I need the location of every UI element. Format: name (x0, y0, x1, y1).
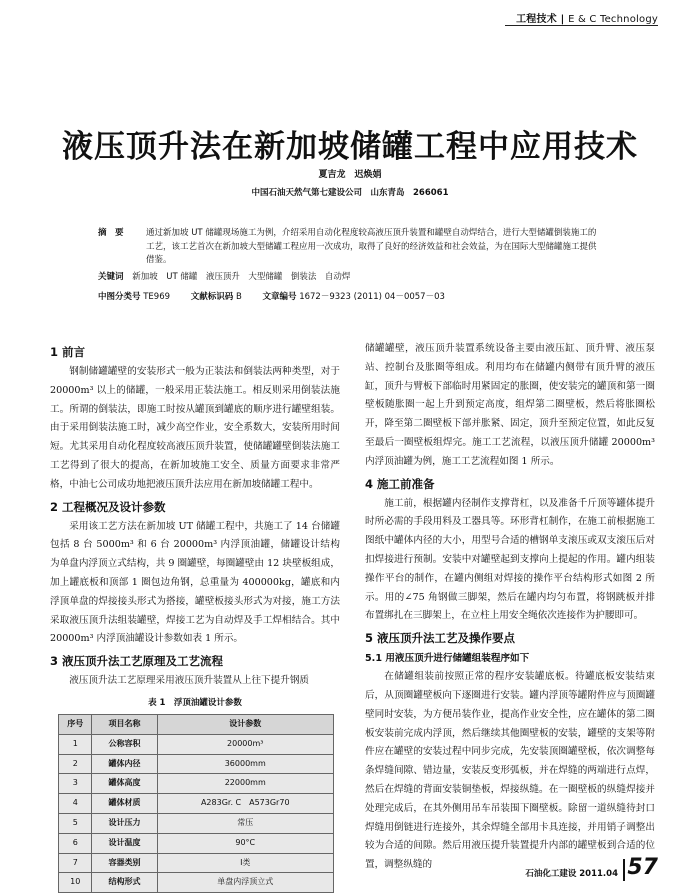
section-3-heading: 3 液压顶升法工艺原理及工艺流程 (50, 654, 224, 669)
page-number: 57 (627, 855, 658, 880)
affiliation: 中国石油天然气第七建设公司 山东青岛 266061 (251, 188, 449, 198)
header-text (516, 10, 658, 25)
section-1-paragraph: 钢制储罐罐壁的安装形式一般为正装法和倒装法两种类型，对于 20000m³ 以上的储罐，一般采用正装法施工。相反则采用倒装法施工。所谓的倒装法，即施工时按从罐顶到罐底的顺序进行罐壁组装。由于采用倒装法施工时，减少高空作业，安全系数大，安装所用时间短。尤其采用自动化程度较高液压顶升装置，使储罐罐壁倒装法施工工艺得到了很大的提高，在新加坡施工安全、质量方面要求非常严格，中油七公司成功地把液压顶升法应用在新加坡储罐工程中。 (50, 366, 340, 490)
section-5-1-paragraph: 在储罐组装前按照正常的程序安装罐底板。待罐底板安装结束后，从顶圈罐壁板向下逐圈进行安装。罐内浮顶等罐附件应与顶圈罐壁同时安装，为方便吊装作业，提高作业安全性，应在罐体的第二圈板安装前完成内浮顶，然后继续其他圈壁板的安装，罐壁的支架等附件应在罐壁的安装过程中同步完成，先安装顶圈罐壁板，依次调整每条焊缝间隙、错边量，安装反变形弧板，并在焊缝的两端进行点焊，然后在焊缝的背面安装铜垫板，焊接纵缝。在一圈壁板的纵缝焊接并处理完成后，在其外侧用吊车吊装围下圈壁板。除留一道纵缝待封口焊缝用倒链进行连接外，其余焊缝全部用卡具连接，并用销子调整出较为合适的间隙。然后用液压提升装置提升内部的罐壁板到合适的位置，调整纵缝的 (365, 671, 655, 871)
abstract-block (98, 227, 600, 268)
table-cell: 结构形式 (92, 873, 157, 893)
section-4-heading: 4 施工前准备 (365, 476, 435, 491)
table-cell: 90°C (157, 833, 334, 853)
table-row (59, 873, 334, 893)
design-parameters-table (58, 714, 334, 893)
table-caption: 表 1 浮顶油罐设计参数 (148, 697, 242, 708)
table-row (59, 754, 334, 774)
table-row (59, 794, 334, 814)
section-4-paragraph: 施工前，根据罐内径制作支撑背杠，以及准备千斤顶等罐体提升时所必需的手段用料及工器具等。环形背杠制作，在施工前根据施工图纸中罐体内径的大小，用型号合适的槽钢单支滚压或双支滚压后对扣焊接进行预制。安装中对罐壁起到支撑向上提起的作用。罐内组装操作平台的制作，在罐内侧组对焊接的操作平台结构形式如图 2 所示。用的∠75 角钢做三脚架，然后在罐内均匀布置，将钢跳板并排布置绑扎在三脚架上，在立柱上用安全绳依次连接作为护腰即可。 (365, 497, 655, 622)
footer-divider (623, 859, 625, 881)
table-row (59, 813, 334, 833)
right-column (365, 340, 655, 875)
table-cell: 10 (59, 873, 92, 893)
table-header-cell: 项目名称 (92, 714, 157, 734)
table-cell: 公称容积 (92, 734, 157, 754)
table-row (59, 833, 334, 853)
header-rule (505, 25, 658, 26)
section-1-heading: 1 前言 (50, 345, 86, 359)
table-cell: 容器类别 (92, 853, 157, 873)
table-cell: 常压 (157, 813, 334, 833)
table-cell: 7 (59, 853, 92, 873)
abstract-text: 通过新加坡 UT 储罐现场施工为例，介绍采用自动化程度较高液压顶升装置和罐壁自动焊结合，进行大型储罐倒装施工的工艺，该工艺首次在新加坡大型储罐工程应用一次成功，取得了良好的经济效益和社会效益，为在国际大型储罐施工提供借鉴。 (146, 228, 597, 265)
section-2-heading: 2 工程概况及设计参数 (50, 499, 166, 514)
section-3-continued-paragraph: 储罐罐壁，液压顶升装置系统设备主要由液压缸、顶升臂、液压泵站、控制台及胀圈等组成。利用均布在储罐内侧带有顶升臂的液压缸，顶升与臂板下部临时用紧固定的胀圈，使安装完的罐顶和第一圈壁板随胀圈一起上升到预定高度，组焊第二圈壁板，然后将胀圈松开，降至第二圈壁板下部并胀紧、固定，顶升至预定位置，如此反复至最后一圈壁板组焊完。施工工艺流程，以液压顶升储罐 20000m³ 内浮顶油罐为例，施工工艺流程如图 1 所示。 (365, 343, 655, 467)
article-title: 液压顶升法在新加坡储罐工程中应用技术 (62, 129, 638, 165)
header-section-cn: 工程技术 (516, 14, 557, 25)
doc-code-value: B (235, 292, 242, 302)
clc-value: TE969 (143, 292, 171, 302)
table-cell: Ⅰ类 (157, 853, 334, 873)
keywords: 新加坡 UT 储罐 液压顶升 大型储罐 倒装法 自动焊 (132, 272, 351, 282)
table-cell: A283Gr. C A573Gr70 (157, 794, 334, 814)
table-cell: 4 (59, 794, 92, 814)
article-id-label: 文章编号 (262, 292, 297, 302)
journal-issue: 石油化工建设 2011.04 (525, 869, 618, 879)
abstract-label: 摘 要 (98, 228, 124, 238)
table-cell: 罐体内径 (92, 754, 157, 774)
keywords-label: 关键词 (98, 272, 124, 282)
classification-line (98, 290, 463, 302)
section-5-heading: 5 液压顶升法工艺及操作要点 (365, 631, 516, 646)
doc-code-label: 文献标识码 (190, 292, 234, 302)
clc-label: 中图分类号 (98, 292, 141, 302)
table-cell: 设计温度 (92, 833, 157, 853)
table-cell: 罐体材质 (92, 794, 157, 814)
article-id-value: 1672－9323 (2011) 04－0057－03 (299, 292, 445, 302)
page-footer (398, 857, 658, 881)
section-5-1-heading: 5.1 用液压顶升进行储罐组装程序如下 (365, 653, 530, 665)
section-2-paragraph: 采用该工艺方法在新加坡 UT 储罐工程中，共施工了 14 台储罐包括 8 台 5000m³ 和 6 台 20000m³ 内浮顶油罐，储罐设计结构为单盘内浮顶立式结构，共 9 圈罐壁，每圈罐壁由 12 块壁板组成，加上罐底板和顶部 1 圈包边角钢，总重量为 400000kg，罐底和内浮顶单盘的焊接接头形式为搭接，罐壁板接头形式为对接，施工方法采取液压顶升法组装罐壁，焊接工艺为自动焊及手工焊相结合。其中 20000m³ 内浮顶油罐设计参数如表 1 所示。 (50, 520, 340, 645)
header-section-en: E & C Technology (568, 14, 658, 25)
table-cell: 单盘内浮顶立式 (157, 873, 334, 893)
table-cell: 36000mm (157, 754, 334, 774)
table-header-cell: 设计参数 (157, 714, 334, 734)
table-cell: 2 (59, 754, 92, 774)
table-cell: 20000m³ (157, 734, 334, 754)
table-cell: 罐体高度 (92, 774, 157, 794)
section-3-paragraph: 液压顶升法工艺原理采用液压顶升装置从上往下提升钢质 (69, 675, 310, 687)
header-separator: | (560, 14, 565, 25)
running-header (0, 0, 700, 30)
table-cell: 1 (59, 734, 92, 754)
table-row (59, 853, 334, 873)
table-row (59, 734, 334, 754)
left-column (50, 340, 340, 893)
authors: 夏吉龙 迟焕娟 (318, 170, 382, 180)
table-header-row (59, 714, 334, 734)
table-cell: 3 (59, 774, 92, 794)
table-cell: 22000mm (157, 774, 334, 794)
table-header-cell: 序号 (59, 714, 92, 734)
table-row (59, 774, 334, 794)
keywords-line (98, 270, 350, 282)
table-cell: 5 (59, 813, 92, 833)
table-cell: 设计压力 (92, 813, 157, 833)
table-cell: 6 (59, 833, 92, 853)
